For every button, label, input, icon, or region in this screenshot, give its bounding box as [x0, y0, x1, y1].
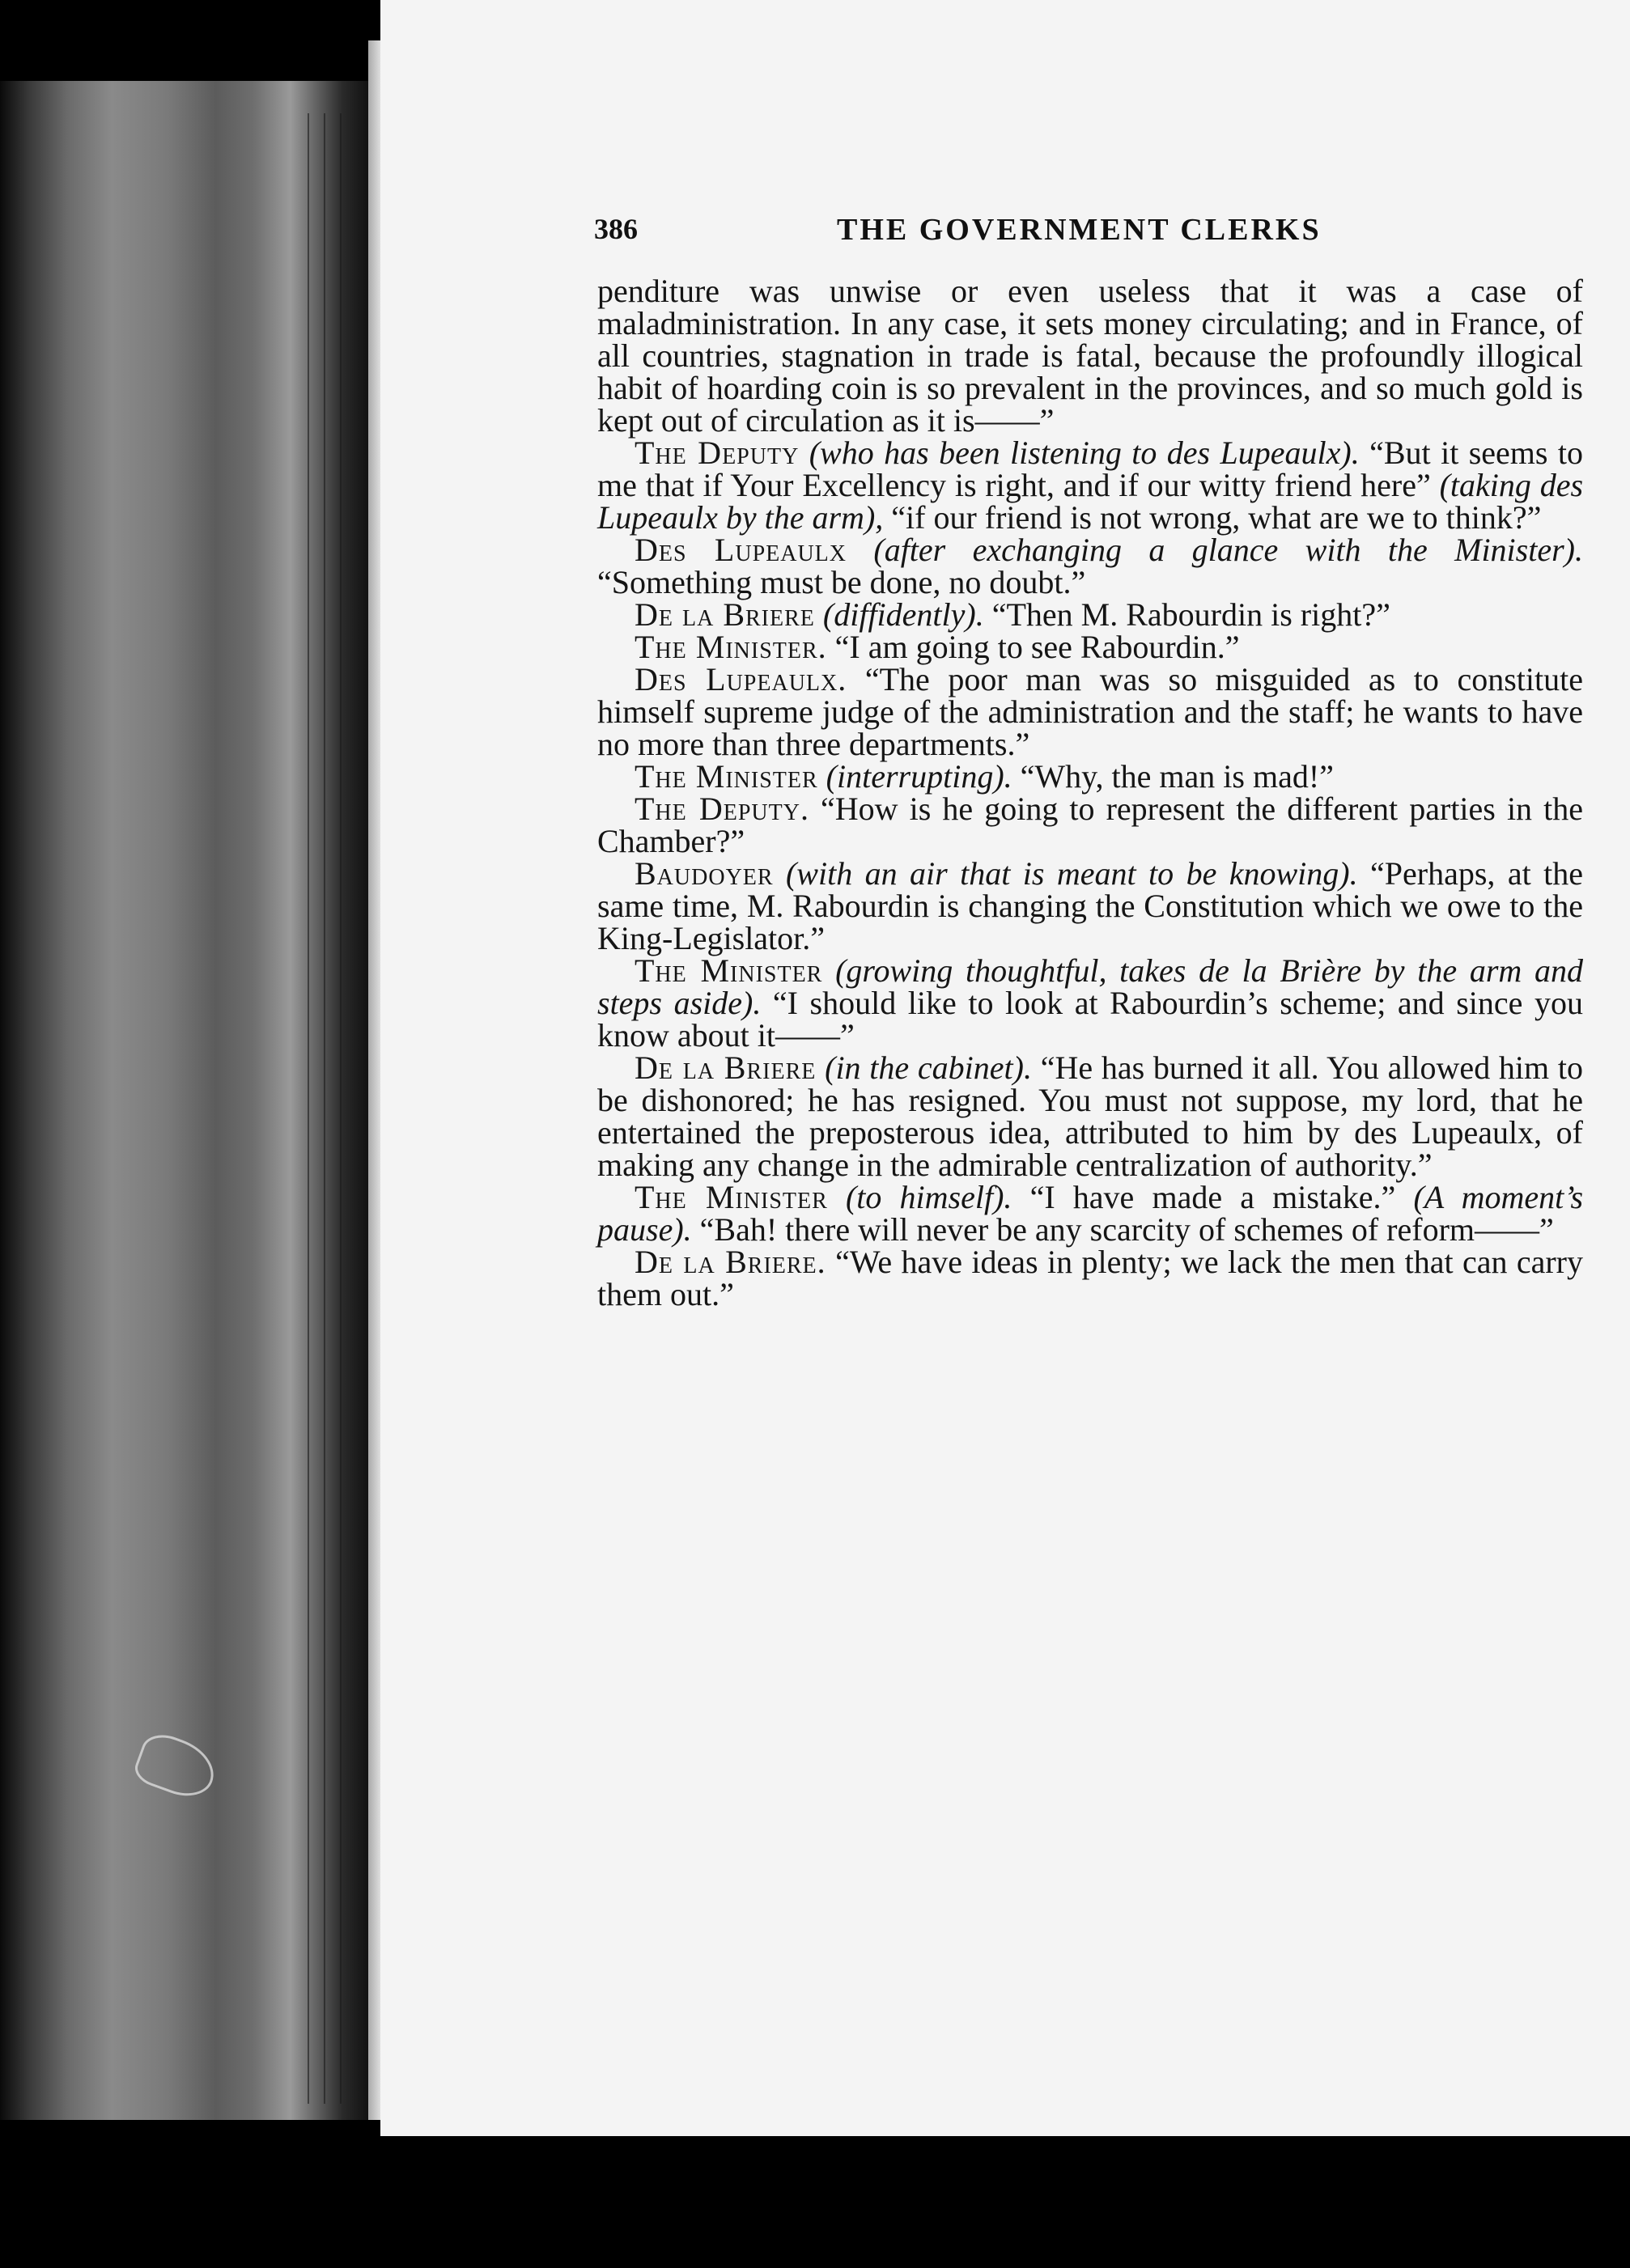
speaker-name: De la Briere [635, 1049, 817, 1086]
stage-direction: (who has been listening to des Lupeaulx). [809, 435, 1360, 471]
dialogue-paragraph [597, 952, 1584, 1053]
running-head: THE GOVERNMENT CLERKS [837, 213, 1322, 247]
spine-crease [308, 113, 309, 2104]
body-text [597, 275, 1583, 1311]
book-spine [0, 81, 372, 2120]
scan-bottom-margin [0, 2136, 1630, 2268]
stage-direction: (in the cabinet). [825, 1049, 1032, 1086]
speech-text: “The poor man was so misguided as to constitute himself supreme judge of the administration and the staff; he wants to have no more than three departments.” [597, 661, 1584, 762]
speech-text: “I have made a mistake.” [1029, 1179, 1396, 1215]
speech-text: “Something must be done, no doubt.” [597, 564, 1086, 600]
dialogue-paragraph [597, 793, 1583, 858]
speaker-name: The Minister [635, 758, 818, 795]
spine-crease [324, 113, 325, 2104]
speech-text: “How is he going to represent the different parties in the Chamber?” [597, 791, 1583, 859]
page-header [594, 212, 1630, 261]
speaker-name: The Deputy [635, 435, 800, 471]
speech-text: “Perhaps, at the same time, M. Rabourdin is changing the Constitution which we owe to the King-Legislator.” [597, 855, 1583, 956]
stage-direction: (taking des Lupeaulx by the arm), [597, 467, 1584, 536]
speech-text: “Why, the man is mad!” [1020, 758, 1334, 795]
speech-text: “We have ideas in plenty; we lack the men that can carry them out.” [597, 1244, 1584, 1312]
speech-text: “Bah! there will never be any scarcity of schemes of reform——” [699, 1211, 1554, 1248]
speaker-name: Des Lupeaulx [635, 532, 847, 568]
speech-text: “I should like to look at Rabourdin’s scheme; and since you know about it——” [597, 985, 1583, 1053]
speaker-name: Baudoyer [635, 855, 774, 892]
dialogue-paragraph [597, 631, 1583, 663]
speaker-name: The Minister [635, 1179, 828, 1215]
speaker-name: De la Briere. [635, 1244, 826, 1280]
stage-direction: (diffidently). [822, 596, 984, 633]
speaker-name: The Minister. [635, 629, 827, 665]
stage-direction: (growing thoughtful, takes de la Brière by the arm and steps aside). [597, 952, 1584, 1021]
dialogue-paragraph [597, 663, 1583, 761]
speech-text: “He has burned it all. You allowed him to be dishonored; he has resigned. You must not suppose, my lord, that he entertained the preposterous idea, attributed to him by des Lupeaulx, of making any change in the admirable centralization of authority.” [597, 1049, 1584, 1183]
speech-text: “But it seems to me that if Your Excellency is right, and if our witty friend here” [597, 435, 1584, 503]
stage-direction: (after exchanging a glance with the Minister). [873, 532, 1583, 568]
dialogue-paragraph [597, 437, 1583, 534]
dialogue-paragraph [597, 758, 1583, 795]
page-number: 386 [594, 213, 638, 245]
dialogue-paragraph [597, 1246, 1583, 1311]
dialogue-paragraph [597, 1181, 1583, 1246]
stage-direction: (A moment’s pause). [597, 1179, 1584, 1248]
spine-crease [340, 113, 342, 2104]
opening-paragraph: penditure was unwise or even useless that it was a case of maladministration. In any case, it sets money circulating; and in France, of all countries, stagnation in trade is fatal, because the profoundly illogical habit of hoarding coin is so prevalent in the provinces, and so much gold is kept out of circulation as it is——” [597, 273, 1583, 439]
speaker-name: The Minister [635, 952, 823, 989]
speech-text: “I am going to see Rabourdin.” [834, 629, 1240, 665]
spine-scuff-mark [131, 1728, 223, 1805]
dialogue-paragraph [597, 534, 1583, 599]
dialogue-paragraph [597, 1049, 1584, 1183]
stage-direction: (with an air that is meant to be knowing). [785, 855, 1358, 892]
speech-text: “Then M. Rabourdin is right?” [991, 596, 1390, 633]
speaker-name: De la Briere [635, 596, 815, 633]
stage-direction: (to himself). [845, 1179, 1012, 1215]
speaker-name: The Deputy. [635, 791, 809, 827]
stage-direction: (interrupting). [826, 758, 1012, 795]
page-sheet [380, 0, 1630, 2136]
dialogue-paragraph [597, 596, 1583, 633]
dialogue-paragraph [597, 855, 1583, 956]
speech-text: “if our friend is not wrong, what are we to think?” [891, 499, 1542, 536]
speaker-name: Des Lupeaulx. [635, 661, 847, 697]
